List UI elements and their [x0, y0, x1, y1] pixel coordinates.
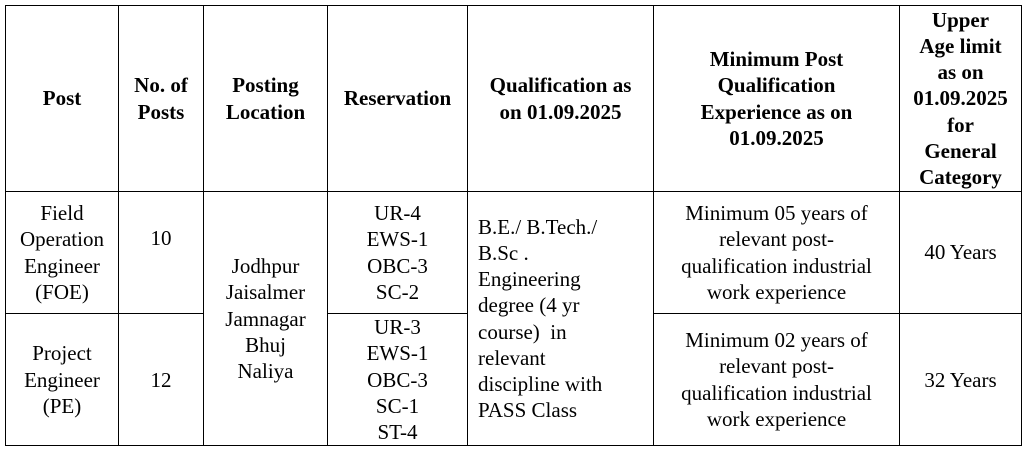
location-line: Jaisalmer: [225, 280, 306, 305]
header-experience-line: Qualification: [717, 73, 836, 98]
header-age-limit-line: General: [924, 138, 997, 163]
header-post-text: Post: [42, 86, 82, 111]
header-age-limit-line: as on: [937, 60, 984, 85]
experience-line: work experience: [706, 279, 847, 304]
post-line: Project: [32, 341, 92, 366]
no-of-posts-value: 12: [150, 367, 172, 392]
header-reservation: [328, 6, 468, 192]
age-limit-cell: [900, 192, 1022, 314]
no-of-posts-value: 10: [150, 226, 172, 250]
post-line: (PE): [42, 393, 82, 418]
header-age-limit-line: Age limit: [919, 33, 1002, 58]
post-cell: [6, 192, 119, 314]
header-age-limit-line: Upper: [931, 7, 990, 32]
qualification-line: discipline with: [478, 372, 603, 397]
qualification-line: B.Sc .: [478, 240, 529, 265]
experience-line: Minimum 05 years of: [685, 201, 868, 225]
header-experience-line: 01.09.2025: [729, 125, 824, 150]
reservation-cell: [328, 192, 468, 314]
header-post: [6, 6, 119, 192]
header-posting-location-line: Posting: [232, 73, 299, 98]
recruitment-table: [5, 5, 1022, 446]
header-qualification-line: on 01.09.2025: [499, 99, 622, 124]
header-experience-line: Experience as on: [700, 99, 853, 124]
post-cell: [6, 314, 119, 446]
table-row: [6, 192, 1022, 314]
experience-cell: [654, 192, 900, 314]
header-no-of-posts-line: No. of: [134, 73, 188, 98]
header-experience: [654, 6, 900, 192]
no-of-posts-cell: [119, 192, 204, 314]
qualification-line: course) in: [478, 319, 567, 344]
location-line: Jamnagar: [225, 306, 306, 331]
header-qualification: [468, 6, 654, 192]
post-line: Operation: [20, 227, 104, 252]
post-line: (FOE): [35, 279, 89, 304]
reservation-line: EWS-1: [366, 227, 429, 252]
qualification-line: B.E./ B.Tech./: [478, 214, 598, 239]
reservation-line: UR-4: [374, 201, 421, 225]
header-posting-location: [204, 6, 328, 192]
post-line: Field: [40, 201, 84, 225]
reservation-line: SC-1: [375, 393, 420, 418]
qualification-line: degree (4 yr: [478, 293, 580, 318]
experience-line: relevant post-: [719, 227, 834, 252]
reservation-line: OBC-3: [367, 367, 428, 392]
reservation-line: OBC-3: [367, 253, 428, 278]
experience-line: qualification industrial: [681, 380, 872, 405]
experience-line: qualification industrial: [681, 253, 872, 278]
posting-location-cell: [204, 192, 328, 446]
age-limit-cell: [900, 314, 1022, 446]
header-age-limit-line: 01.09.2025: [913, 86, 1008, 111]
header-age-limit-line: for: [947, 112, 974, 137]
post-line: Engineer: [24, 367, 100, 392]
qualification-line: relevant: [478, 345, 546, 370]
header-no-of-posts: [119, 6, 204, 192]
reservation-line: ST-4: [377, 420, 418, 444]
experience-cell: [654, 314, 900, 446]
no-of-posts-cell: [119, 314, 204, 446]
header-age-limit: [900, 6, 1022, 192]
header-posting-location-line: Location: [225, 99, 306, 124]
experience-line: relevant post-: [719, 354, 834, 379]
post-line: Engineer: [24, 253, 100, 278]
header-no-of-posts-line: Posts: [137, 99, 185, 124]
qualification-cell: [468, 192, 654, 446]
reservation-line: EWS-1: [366, 341, 429, 366]
qualification-line: Engineering: [478, 267, 581, 292]
reservation-line: SC-2: [375, 279, 420, 304]
location-line: Jodhpur: [231, 254, 300, 278]
age-limit-value: 40 Years: [924, 240, 997, 265]
header-experience-line: Minimum Post: [709, 47, 844, 71]
header-qualification-line: Qualification as: [489, 73, 632, 98]
qualification-line: PASS Class: [478, 398, 578, 423]
reservation-cell: [328, 314, 468, 446]
header-age-limit-line: Category: [919, 165, 1002, 190]
age-limit-value: 32 Years: [924, 367, 997, 392]
location-line: Bhuj: [245, 332, 286, 357]
location-line: Naliya: [237, 359, 294, 383]
experience-line: work experience: [706, 406, 847, 431]
header-row: [6, 6, 1022, 192]
experience-line: Minimum 02 years of: [685, 328, 868, 353]
header-reservation-text: Reservation: [343, 86, 452, 111]
reservation-line: UR-3: [374, 315, 421, 339]
